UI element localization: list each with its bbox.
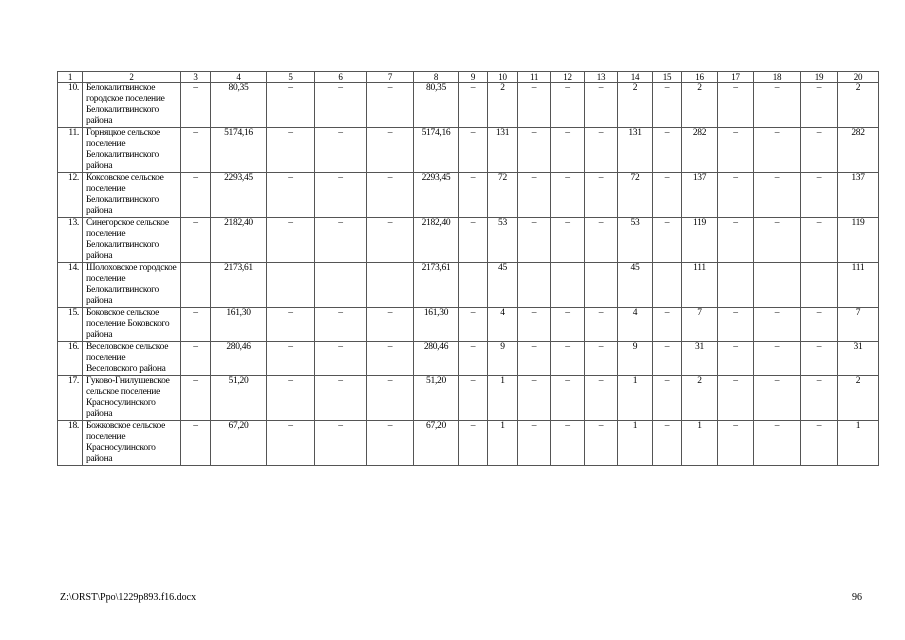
table-cell: –	[315, 421, 367, 466]
table-cell: –	[459, 83, 488, 128]
table-cell: 137	[838, 173, 879, 218]
settlement-name: Синегорское сельское поселение Белокалитвинского района	[83, 218, 181, 263]
table-cell: 119	[682, 218, 718, 263]
column-number-header: 17	[718, 72, 754, 83]
table-cell: –	[367, 376, 414, 421]
table-cell: –	[315, 83, 367, 128]
table-cell: –	[718, 128, 754, 173]
row-number: 11.	[58, 128, 83, 173]
row-number: 15.	[58, 308, 83, 342]
table-cell	[754, 263, 801, 308]
table-cell: 2	[838, 83, 879, 128]
table-cell: –	[267, 342, 315, 376]
table-cell: 72	[618, 173, 653, 218]
table-cell: 51,20	[414, 376, 459, 421]
table-cell: 45	[618, 263, 653, 308]
table-cell: –	[459, 128, 488, 173]
table-cell: –	[718, 421, 754, 466]
column-number-header: 5	[267, 72, 315, 83]
table-cell: –	[585, 376, 618, 421]
table-cell: –	[459, 308, 488, 342]
table-cell: –	[718, 308, 754, 342]
table-cell: 280,46	[414, 342, 459, 376]
table-cell: 67,20	[211, 421, 267, 466]
table-cell: –	[367, 173, 414, 218]
table-cell: –	[518, 173, 551, 218]
table-row	[58, 263, 879, 308]
table-row	[58, 128, 879, 173]
table-cell: 111	[838, 263, 879, 308]
table-cell: –	[653, 173, 682, 218]
table-cell: –	[181, 128, 211, 173]
settlement-name: Божковское сельское поселение Красносулинского района	[83, 421, 181, 466]
table-cell: –	[653, 342, 682, 376]
table-cell: –	[653, 421, 682, 466]
table-cell: –	[718, 342, 754, 376]
column-number-header: 3	[181, 72, 211, 83]
table-cell: –	[459, 376, 488, 421]
table-cell: 2182,40	[414, 218, 459, 263]
row-number: 18.	[58, 421, 83, 466]
table-cell: –	[367, 83, 414, 128]
column-number-header: 19	[801, 72, 838, 83]
table-cell: –	[653, 128, 682, 173]
table-cell: 111	[682, 263, 718, 308]
table-cell: 131	[488, 128, 518, 173]
table-cell: 53	[488, 218, 518, 263]
table-row	[58, 173, 879, 218]
table-cell: –	[551, 421, 585, 466]
table-cell: 161,30	[414, 308, 459, 342]
table-cell: –	[585, 173, 618, 218]
table-cell: –	[367, 218, 414, 263]
table-cell: 1	[488, 421, 518, 466]
table-cell: 1	[682, 421, 718, 466]
table-cell: 5174,16	[414, 128, 459, 173]
table-cell: –	[754, 421, 801, 466]
table-cell: –	[551, 342, 585, 376]
table-cell: –	[585, 83, 618, 128]
table-cell: –	[315, 173, 367, 218]
table-cell: –	[585, 128, 618, 173]
row-number: 12.	[58, 173, 83, 218]
table-cell: 2	[682, 376, 718, 421]
table-cell: –	[181, 421, 211, 466]
table-cell: 1	[488, 376, 518, 421]
table-cell	[585, 263, 618, 308]
column-number-header: 10	[488, 72, 518, 83]
table-cell: –	[315, 128, 367, 173]
table-cell: –	[267, 376, 315, 421]
table-cell: –	[267, 83, 315, 128]
table-cell: –	[801, 218, 838, 263]
table-cell: 5174,16	[211, 128, 267, 173]
table-cell: –	[801, 83, 838, 128]
settlement-name: Коксовское сельское поселение Белокалитвинского района	[83, 173, 181, 218]
table-cell: 137	[682, 173, 718, 218]
table-cell: –	[801, 342, 838, 376]
table-cell: –	[585, 308, 618, 342]
table-cell: –	[754, 218, 801, 263]
table-cell: 4	[488, 308, 518, 342]
table-cell: –	[518, 308, 551, 342]
table-cell: 31	[838, 342, 879, 376]
table-cell: –	[653, 83, 682, 128]
table-cell: –	[754, 173, 801, 218]
table-cell: –	[754, 128, 801, 173]
table-cell: –	[459, 421, 488, 466]
table-cell: –	[181, 342, 211, 376]
table-cell: –	[718, 83, 754, 128]
table-cell: –	[518, 83, 551, 128]
column-number-header: 13	[585, 72, 618, 83]
table-cell: 9	[618, 342, 653, 376]
table-cell	[267, 263, 315, 308]
table-cell: –	[267, 218, 315, 263]
table-cell: 80,35	[414, 83, 459, 128]
table-row	[58, 218, 879, 263]
table-cell	[459, 263, 488, 308]
row-number: 14.	[58, 263, 83, 308]
table-cell: –	[754, 376, 801, 421]
table-cell: –	[551, 83, 585, 128]
column-number-header: 16	[682, 72, 718, 83]
table-cell: 67,20	[414, 421, 459, 466]
table-cell: –	[267, 128, 315, 173]
table-cell: –	[367, 342, 414, 376]
row-number: 13.	[58, 218, 83, 263]
column-number-header: 7	[367, 72, 414, 83]
table-cell: –	[551, 128, 585, 173]
table-cell: –	[754, 342, 801, 376]
table-cell: 1	[838, 421, 879, 466]
table-cell: –	[518, 421, 551, 466]
table-cell: –	[181, 376, 211, 421]
settlement-name: Шолоховское городское поселение Белокалитвинского района	[83, 263, 181, 308]
table-cell: –	[518, 342, 551, 376]
table-cell: –	[754, 83, 801, 128]
table-cell: 45	[488, 263, 518, 308]
table-cell: –	[551, 308, 585, 342]
table-cell: –	[267, 421, 315, 466]
column-number-header: 9	[459, 72, 488, 83]
table-cell: 161,30	[211, 308, 267, 342]
column-number-header: 11	[518, 72, 551, 83]
settlement-name: Веселовское сельское поселение Веселовского района	[83, 342, 181, 376]
table-cell: 2293,45	[414, 173, 459, 218]
table-cell	[367, 263, 414, 308]
table-cell	[551, 263, 585, 308]
table-cell: 7	[682, 308, 718, 342]
settlement-name: Боковское сельское поселение Боковского района	[83, 308, 181, 342]
row-number: 10.	[58, 83, 83, 128]
table-cell	[518, 263, 551, 308]
table-cell: –	[518, 218, 551, 263]
table-cell: –	[459, 218, 488, 263]
table-cell: –	[801, 308, 838, 342]
table-cell: –	[181, 173, 211, 218]
table-cell: 282	[838, 128, 879, 173]
data-table	[57, 71, 879, 466]
table-cell: 2173,61	[414, 263, 459, 308]
column-number-header: 6	[315, 72, 367, 83]
table-cell: –	[754, 308, 801, 342]
table-cell: –	[585, 218, 618, 263]
column-number-header: 12	[551, 72, 585, 83]
table-cell: –	[367, 308, 414, 342]
column-number-header: 14	[618, 72, 653, 83]
table-cell: –	[718, 173, 754, 218]
table-cell: 280,46	[211, 342, 267, 376]
settlement-name: Горняцкое сельское поселение Белокалитвинского района	[83, 128, 181, 173]
table-cell: –	[585, 342, 618, 376]
table-cell: –	[315, 308, 367, 342]
column-number-header: 1	[58, 72, 83, 83]
table-cell: –	[653, 308, 682, 342]
page-number: 96	[852, 592, 862, 603]
table-cell: –	[585, 421, 618, 466]
column-number-header: 8	[414, 72, 459, 83]
table-cell: 9	[488, 342, 518, 376]
column-number-header: 4	[211, 72, 267, 83]
column-number-header: 18	[754, 72, 801, 83]
table-cell: –	[181, 308, 211, 342]
table-cell: –	[718, 376, 754, 421]
table-cell	[653, 263, 682, 308]
table-cell: –	[801, 421, 838, 466]
table-cell: –	[801, 128, 838, 173]
table-cell: –	[459, 173, 488, 218]
table-cell	[801, 263, 838, 308]
table-cell: –	[267, 173, 315, 218]
table-cell: –	[315, 218, 367, 263]
table-cell: 1	[618, 421, 653, 466]
table-cell: 31	[682, 342, 718, 376]
column-number-header: 2	[83, 72, 181, 83]
column-number-header: 15	[653, 72, 682, 83]
table-cell: –	[315, 376, 367, 421]
table-cell: 2173,61	[211, 263, 267, 308]
table-cell: 72	[488, 173, 518, 218]
table-cell: 1	[618, 376, 653, 421]
table-header-row	[58, 72, 879, 83]
table-cell: 2293,45	[211, 173, 267, 218]
table-cell: –	[315, 342, 367, 376]
table-cell: –	[267, 308, 315, 342]
table-cell: 282	[682, 128, 718, 173]
table-cell: –	[459, 342, 488, 376]
table-cell	[315, 263, 367, 308]
table-row	[58, 308, 879, 342]
column-number-header: 20	[838, 72, 879, 83]
table-cell: 2	[488, 83, 518, 128]
row-number: 16.	[58, 342, 83, 376]
table-cell: 4	[618, 308, 653, 342]
footer-file-path: Z:\ORST\Ppo\1229p893.f16.docx	[60, 592, 197, 603]
table-row	[58, 376, 879, 421]
table-cell: 53	[618, 218, 653, 263]
table-row	[58, 342, 879, 376]
table-cell: –	[367, 128, 414, 173]
table-cell: 80,35	[211, 83, 267, 128]
table-cell: 51,20	[211, 376, 267, 421]
table-cell: –	[518, 376, 551, 421]
table-cell	[718, 263, 754, 308]
table-cell: –	[551, 218, 585, 263]
table-cell: –	[518, 128, 551, 173]
table-cell: 2	[838, 376, 879, 421]
table-cell: 2	[618, 83, 653, 128]
table-cell: 7	[838, 308, 879, 342]
table-cell: –	[718, 218, 754, 263]
table-cell: –	[653, 218, 682, 263]
table-row	[58, 421, 879, 466]
table-cell: 119	[838, 218, 879, 263]
table-cell: –	[181, 218, 211, 263]
table-cell: 2	[682, 83, 718, 128]
table-cell: 2182,40	[211, 218, 267, 263]
table-cell: –	[801, 173, 838, 218]
row-number: 17.	[58, 376, 83, 421]
table-cell: –	[367, 421, 414, 466]
table-cell: –	[181, 83, 211, 128]
table-cell: –	[801, 376, 838, 421]
settlement-name: Гуково-Гнилушевское сельское поселение Красносулинского района	[83, 376, 181, 421]
table-row	[58, 83, 879, 128]
table-cell: 131	[618, 128, 653, 173]
table-cell: –	[653, 376, 682, 421]
table-cell	[181, 263, 211, 308]
table-cell: –	[551, 173, 585, 218]
table-cell: –	[551, 376, 585, 421]
settlement-name: Белокалитвинское городское поселение Белокалитвинского района	[83, 83, 181, 128]
